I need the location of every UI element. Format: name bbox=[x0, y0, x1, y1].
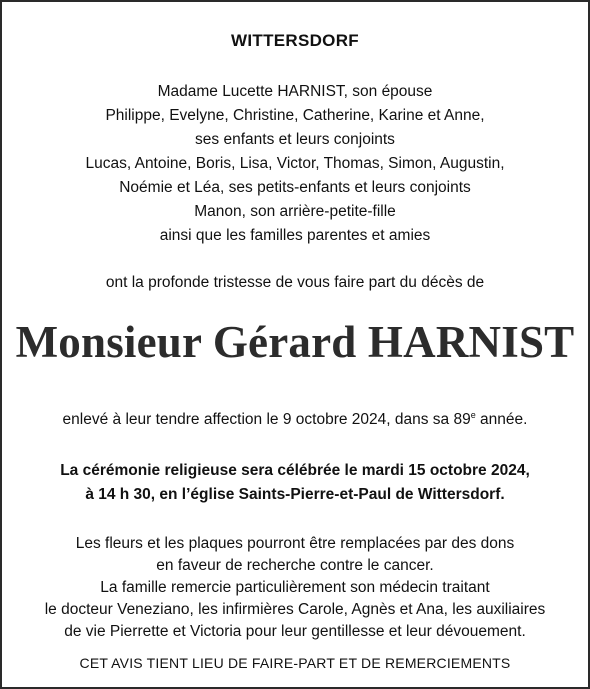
family-list bbox=[2, 80, 588, 248]
death-ordinal: e bbox=[470, 410, 476, 420]
announcement-intro: ont la profonde tristesse de vous faire part du décès de bbox=[105, 274, 485, 291]
death-text: enlevé à leur tendre affection le 9 octobre 2024, dans sa 89 bbox=[62, 411, 471, 428]
flowers-and-thanks bbox=[2, 533, 588, 643]
thanks-line: le docteur Veneziano, les infirmières Carole, Agnès et Ana, les auxiliaires bbox=[44, 601, 546, 618]
deceased-name: Monsieur Gérard HARNIST bbox=[15, 317, 575, 367]
footer-notice: CET AVIS TIENT LIEU DE FAIRE-PART ET DE REMERCIEMENTS bbox=[79, 655, 511, 671]
family-line: ses enfants et leurs conjoints bbox=[195, 131, 395, 148]
death-text-end: année. bbox=[475, 411, 528, 428]
family-line: ainsi que les familles parentes et amies bbox=[159, 227, 431, 244]
death-statement bbox=[2, 409, 588, 431]
flowers-line: Les fleurs et les plaques pourront être remplacées par des dons bbox=[75, 535, 515, 552]
family-line: Noémie et Léa, ses petits-enfants et leurs conjoints bbox=[119, 179, 471, 196]
ceremony-line: La cérémonie religieuse sera célébrée le mardi 15 octobre 2024, bbox=[60, 462, 530, 479]
town-heading: WITTERSDORF bbox=[231, 31, 359, 50]
family-line: Madame Lucette HARNIST, son épouse bbox=[157, 83, 433, 100]
thanks-line: de vie Pierrette et Victoria pour leur gentillesse et leur dévouement. bbox=[64, 623, 526, 640]
thanks-line: La famille remercie particulièrement son médecin traitant bbox=[100, 579, 490, 596]
ceremony-line: à 14 h 30, en l’église Saints-Pierre-et-Paul de Wittersdorf. bbox=[85, 486, 505, 503]
family-line: Philippe, Evelyne, Christine, Catherine, Karine et Anne, bbox=[105, 107, 485, 124]
flowers-line: en faveur de recherche contre le cancer. bbox=[156, 557, 434, 574]
family-line: Lucas, Antoine, Boris, Lisa, Victor, Thomas, Simon, Augustin, bbox=[85, 155, 505, 172]
ceremony-details bbox=[2, 459, 588, 507]
family-line: Manon, son arrière-petite-fille bbox=[194, 203, 396, 220]
